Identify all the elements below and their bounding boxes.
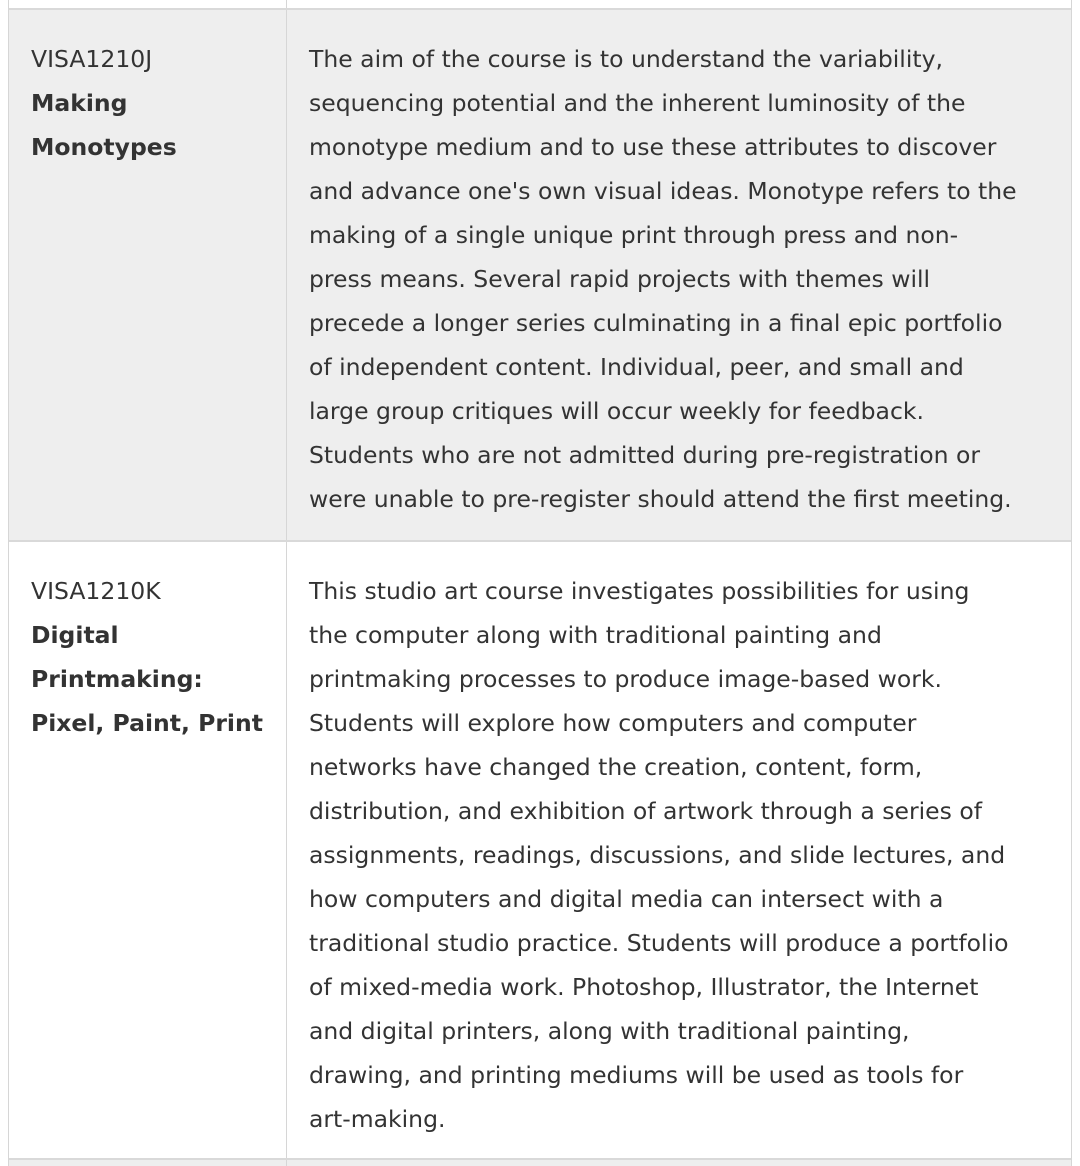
- description-line: traditional studio practice. Students will produce a portfolio: [309, 929, 1009, 957]
- course-description-cell: [309, 569, 1051, 1141]
- table-row: [9, 540, 1071, 1158]
- course-title-line: Printmaking:: [31, 665, 203, 693]
- course-title-line: Pixel, Paint, Print: [31, 709, 263, 737]
- description-line: This studio art course investigates possibilities for using: [309, 577, 970, 605]
- description-line: distribution, and exhibition of artwork through a series of: [309, 797, 982, 825]
- description-line: and advance one's own visual ideas. Monotype refers to the: [309, 177, 1017, 205]
- course-title-line: Making: [31, 89, 128, 117]
- description-line: were unable to pre-register should attend the first meeting.: [309, 485, 1012, 513]
- description-line: the computer along with traditional painting and: [309, 621, 882, 649]
- table-row: [9, 8, 1071, 540]
- course-code: VISA1210K: [31, 577, 161, 605]
- description-line: drawing, and printing mediums will be used as tools for: [309, 1061, 964, 1089]
- column-divider: [286, 542, 287, 1158]
- table-row-partial-bottom: [9, 1158, 1071, 1166]
- description-line: how computers and digital media can intersect with a: [309, 885, 944, 913]
- description-line: art-making.: [309, 1105, 446, 1133]
- course-description-cell: [309, 37, 1051, 521]
- course-title-line: Monotypes: [31, 133, 177, 161]
- description-line: and digital printers, along with traditional painting,: [309, 1017, 910, 1045]
- course-id-cell: [31, 37, 267, 169]
- column-divider: [286, 0, 287, 8]
- description-line: making of a single unique print through press and non-: [309, 221, 959, 249]
- description-line: of independent content. Individual, peer, and small and: [309, 353, 964, 381]
- description-line: Students will explore how computers and computer: [309, 709, 917, 737]
- column-divider: [286, 1160, 287, 1166]
- description-line: sequencing potential and the inherent luminosity of the: [309, 89, 966, 117]
- column-divider: [286, 10, 287, 540]
- course-id-cell: [31, 569, 267, 745]
- description-line: The aim of the course is to understand the variability,: [309, 45, 943, 73]
- description-line: monotype medium and to use these attributes to discover: [309, 133, 997, 161]
- description-line: networks have changed the creation, content, form,: [309, 753, 923, 781]
- description-line: press means. Several rapid projects with themes will: [309, 265, 931, 293]
- description-line: printmaking processes to produce image-based work.: [309, 665, 942, 693]
- course-code: VISA1210J: [31, 45, 153, 73]
- description-line: precede a longer series culminating in a final epic portfolio: [309, 309, 1003, 337]
- description-line: assignments, readings, discussions, and slide lectures, and: [309, 841, 1006, 869]
- description-line: of mixed-media work. Photoshop, Illustrator, the Internet: [309, 973, 979, 1001]
- description-line: large group critiques will occur weekly for feedback.: [309, 397, 924, 425]
- description-line: Students who are not admitted during pre-registration or: [309, 441, 981, 469]
- course-title-line: Digital: [31, 621, 119, 649]
- course-table: [8, 0, 1072, 1166]
